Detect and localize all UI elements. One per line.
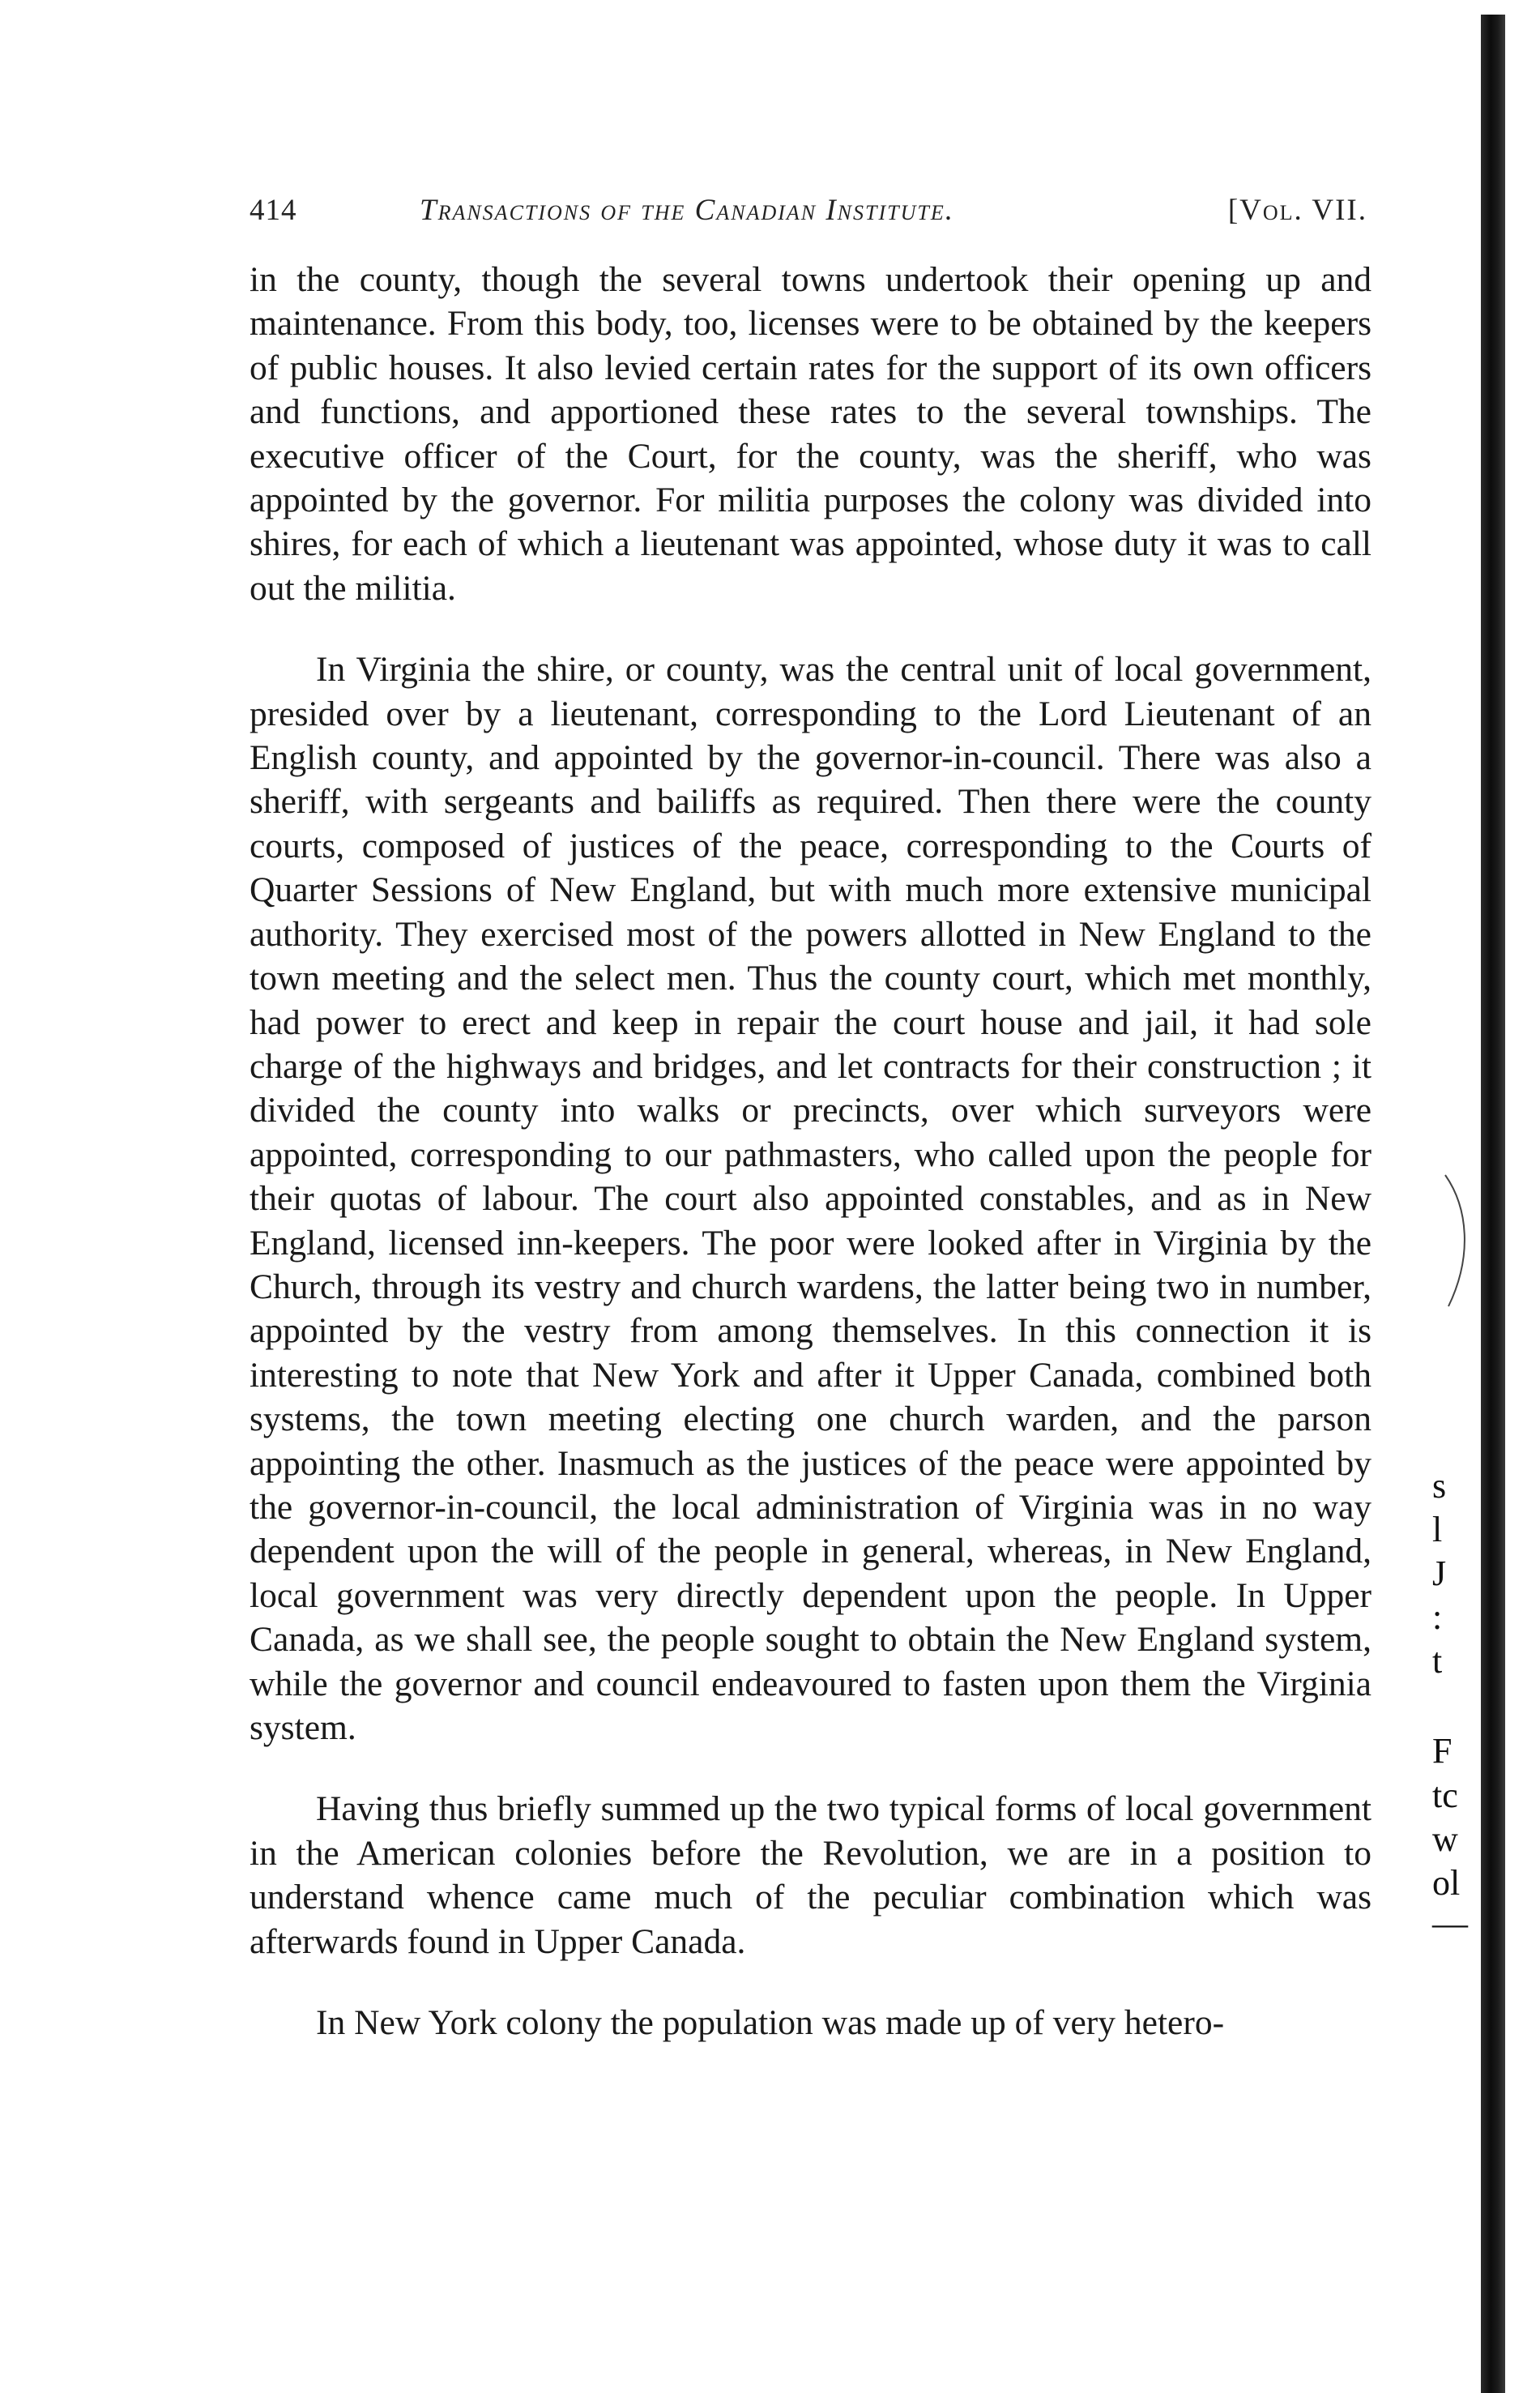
- bleed-char-3: J: [1432, 1553, 1447, 1593]
- paragraph-2: In Virginia the shire, or county, was the central unit of local government, presided over by a lieutenant, corresponding to the Lord Lieutenant of an English county, and appointed by the governor-in-council. There was also a sheriff, with sergeants and bailiffs as required. Then there were the county courts, composed of justices of the peace, corresponding to the Courts of Quarter Sessions of New England, but with much more extensive municipal authority. They exercised most of the powers allotted in New England to the town meeting and the select men. Thus the county court, which met monthly, had power to erect and keep in repair the court house and jail, it had sole charge of the highways and bridges, and let contracts for their construction ; it divided the county into walks or precincts, over which surveyors were appointed, corresponding to our pathmasters, who called upon the people for their quotas of labour. The court also appointed constables, and as in New England, licensed inn-keepers. The poor were looked after in Virginia by the Church, through its vestry and church wardens, the latter being two in number, appointed by the vestry from among themselves. In this connection it is interesting to note that New York and after it Upper Canada, combined both systems, the town meeting electing one church warden, and the parson appointing the other. Inasmuch as the justices of the peace were appointed by the governor-in-council, the local administration of Virginia was in no way dependent upon the will of the people in general, whereas, in New England, local government was very directly dependent upon the people. In Upper Canada, as we shall see, the people sought to obtain the New England system, while the governor and council endeavoured to fasten upon them the Virginia system.: [250, 650, 1371, 1747]
- bleed-char-7: tc: [1432, 1776, 1458, 1815]
- running-head: [250, 193, 1367, 241]
- paragraph-1: in the county, though the several towns undertook their opening up and maintenance. From this body, too, licenses were to be obtained by the keepers of public houses. It also levied certain rates for the support of its own officers and functions, and apportioned these rates to the several townships. The executive officer of the Court, for the county, was the sheriff, who was appointed by the governor. For militia purposes the colony was divided into shires, for each of which a lieutenant was appointed, whose duty it was to call out the militia.: [250, 260, 1371, 608]
- bleed-char-10: —: [1432, 1904, 1468, 1943]
- page-number: 414: [250, 194, 297, 227]
- bleed-char-2: l: [1432, 1510, 1443, 1549]
- bleed-char-1: s: [1432, 1466, 1447, 1506]
- bleed-char-6: F: [1432, 1731, 1453, 1771]
- body-text: [250, 258, 1371, 2045]
- gutter-top-gap: [1481, 0, 1505, 15]
- bleed-char-8: w: [1432, 1819, 1458, 1859]
- paragraph-3: Having thus briefly summed up the two typical forms of local government in the American colonies before the Revolution, we are in a position to understand whence came much of the peculiar combination which was afterwards found in Upper Canada.: [250, 1789, 1371, 1961]
- bleed-char-5: t: [1432, 1641, 1443, 1681]
- paragraph-4: In New York colony the population was made up of very hetero-: [316, 2003, 1225, 2043]
- page-fold-line: [1444, 1167, 1479, 1313]
- bleed-char-9: ol: [1432, 1863, 1461, 1903]
- journal-title: Transactions of the Canadian Institute.: [420, 194, 954, 227]
- volume-label: [Vol. VII.: [1227, 194, 1367, 227]
- bleed-char-4: :: [1432, 1597, 1443, 1637]
- binding-gutter: [1481, 0, 1505, 2393]
